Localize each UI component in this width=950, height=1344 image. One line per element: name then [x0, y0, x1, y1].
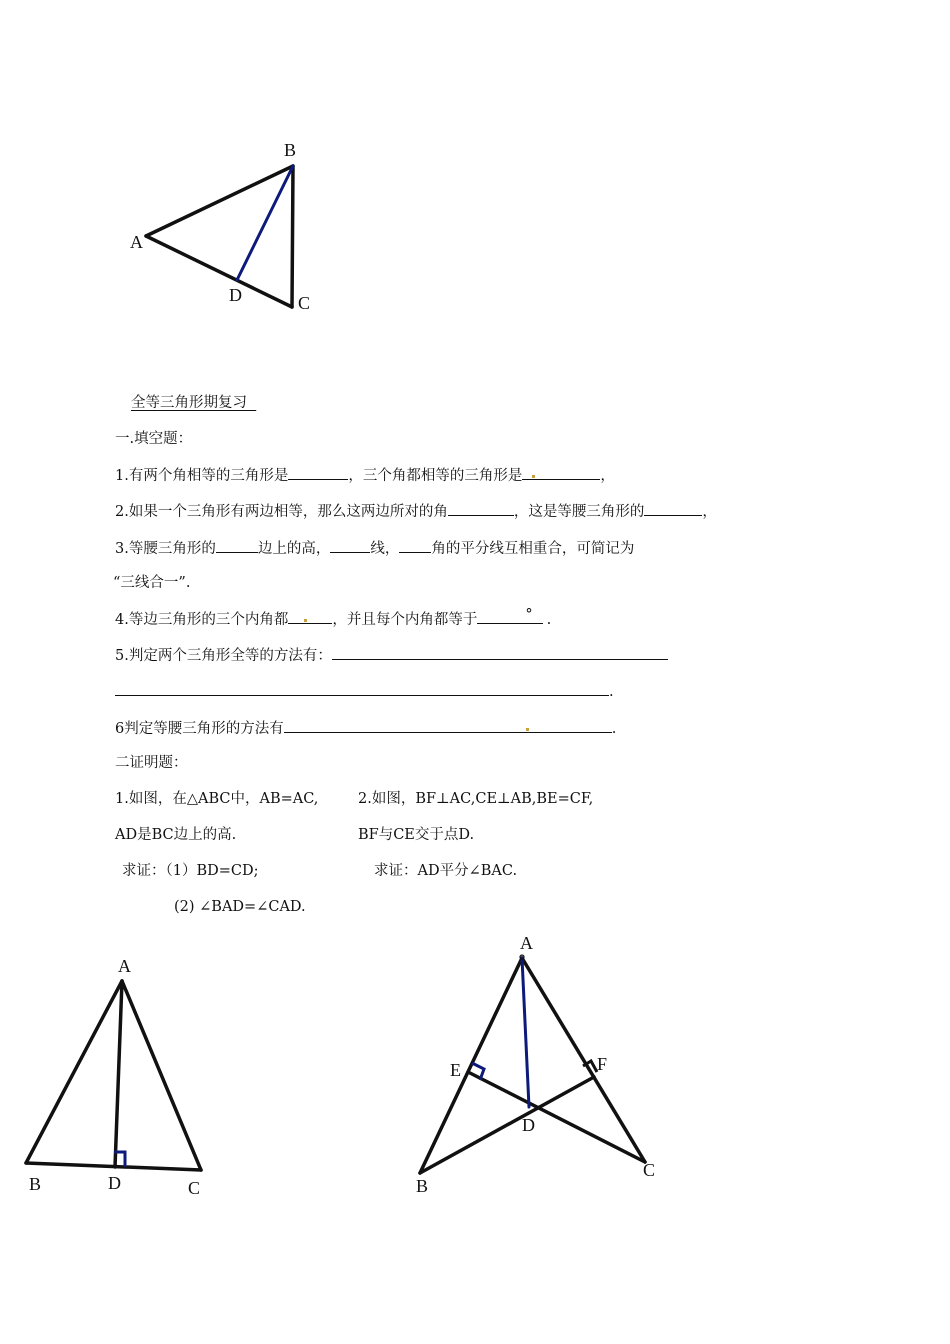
question-6: 6判定等腰三角形的方法有 .	[115, 718, 616, 739]
question-4: 4.等边三角形的三个内角都 ，并且每个内角都等于 ° .	[115, 607, 552, 628]
question-2: 2.如果一个三角形有两边相等，那么这两边所对的角 ，这是等腰三角形的 ，	[115, 501, 717, 522]
question-5: 5.判定两个三角形全等的方法有：	[115, 645, 668, 666]
problem-1-line-2: AD是BC边上的高.	[115, 827, 237, 843]
label-a: A	[118, 956, 131, 976]
problem-1-line-4: (2) ∠BAD=∠CAD.	[174, 899, 306, 915]
segment-ad	[522, 958, 529, 1107]
label-c: C	[188, 1178, 201, 1198]
segment-ac	[122, 981, 201, 1170]
problem-1-line-3: 求证：（1）BD=CD;	[122, 863, 259, 879]
label-f: F	[597, 1054, 608, 1074]
label-b: B	[416, 1176, 429, 1196]
problem-2-line-2: BF与CE交于点D.	[358, 827, 475, 843]
answer-blank[interactable]	[288, 609, 332, 624]
problem-2-line-3: 求证：AD平分∠BAC.	[374, 863, 518, 879]
answer-blank[interactable]	[477, 609, 543, 624]
section-proofs: 二证明题：	[115, 755, 188, 771]
answer-blank[interactable]	[399, 538, 431, 553]
problem-1-line-1: 1.如图，在△ABC中，AB=AC,	[115, 791, 319, 807]
question-1: 1.有两个角相等的三角形是 ，三个角都相等的三角形是 ，	[115, 465, 615, 486]
page-title: 全等三角形期复习	[131, 395, 247, 411]
segment-ad	[115, 981, 122, 1167]
label-b: B	[284, 140, 297, 160]
segment-ab	[146, 166, 293, 236]
section-fill-in: 一.填空题：	[115, 431, 193, 447]
segment-ac	[146, 236, 292, 307]
question-3: 3.等腰三角形的 边上的高， 线， 角的平分线互相重合，可简记为	[115, 538, 634, 559]
figure-triangle-with-altitudes	[400, 920, 700, 1210]
answer-blank[interactable]	[216, 538, 258, 553]
segment-bd	[237, 166, 293, 280]
answer-blank[interactable]	[284, 718, 612, 733]
figure-isosceles-triangle	[0, 940, 260, 1220]
answer-blank[interactable]	[644, 501, 702, 516]
answer-blank[interactable]	[288, 465, 348, 480]
segment-ab	[26, 981, 122, 1163]
label-d: D	[108, 1173, 121, 1193]
problem-2-line-1: 2.如图，BF⊥AC,CE⊥AB,BE=CF,	[358, 791, 594, 807]
label-e: E	[450, 1060, 461, 1080]
label-c: C	[298, 293, 311, 313]
label-d: D	[522, 1115, 535, 1135]
figure-triangle-abc-top	[0, 0, 950, 330]
answer-blank[interactable]	[332, 645, 668, 660]
label-d: D	[229, 285, 242, 305]
answer-blank[interactable]	[115, 681, 609, 696]
segment-ab	[420, 958, 522, 1173]
answer-blank[interactable]	[522, 465, 600, 480]
label-c: C	[643, 1160, 656, 1180]
label-a: A	[520, 933, 533, 953]
segment-bc	[292, 166, 293, 307]
question-5-continued: .	[115, 681, 614, 702]
answer-blank[interactable]	[448, 501, 514, 516]
label-b: B	[29, 1174, 42, 1194]
question-3-continued: “三线合一”.	[113, 575, 191, 591]
label-a: A	[130, 232, 143, 252]
answer-blank[interactable]	[330, 538, 370, 553]
